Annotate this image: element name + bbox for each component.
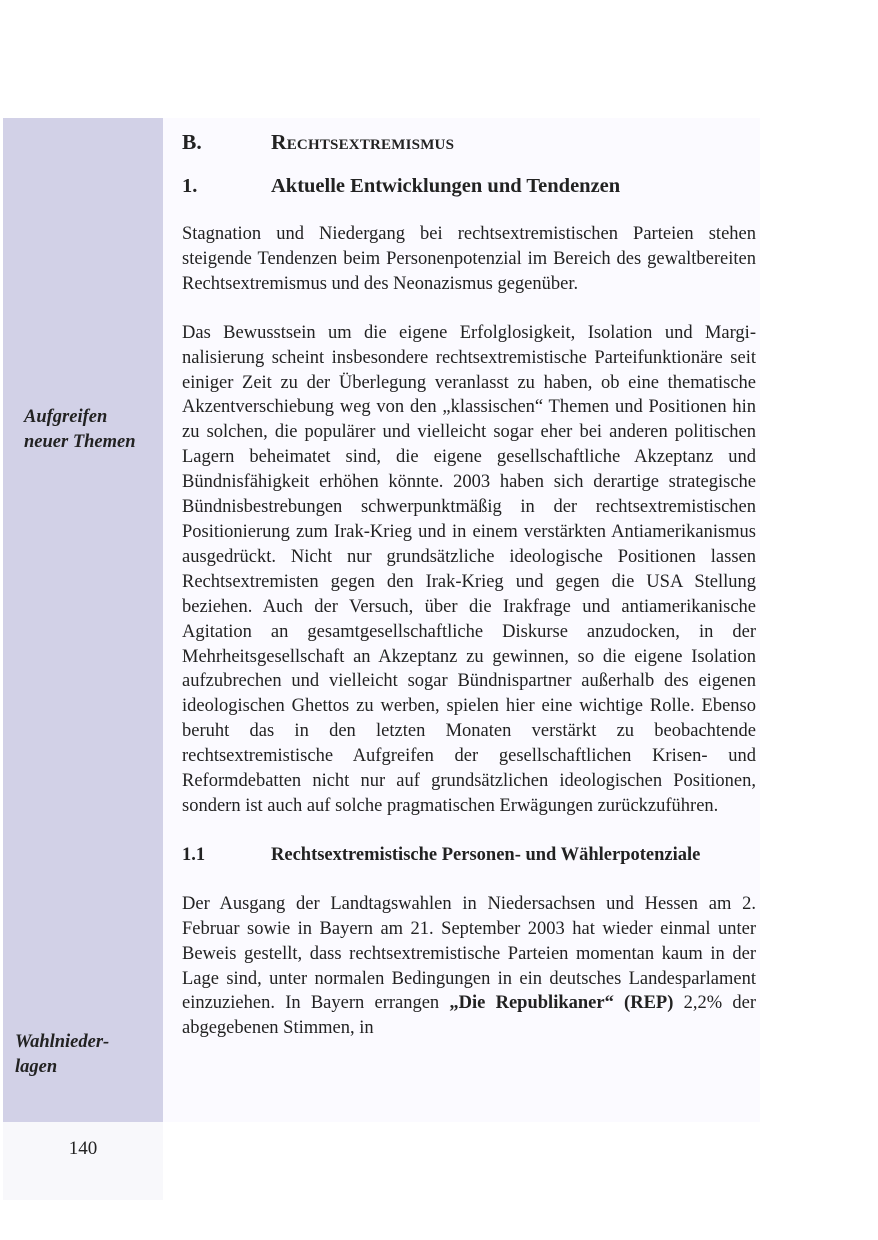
section-heading: [182, 128, 756, 160]
margin-note-line: neuer Themen: [24, 432, 136, 452]
subsubsection-heading: [182, 843, 756, 868]
paragraph-intro: Stagnation und Niedergang bei rechtsextremistischen Parteien stehen steigende Tendenzen beim Personenpotenzial im Bereich des gewaltbereiten Rechtsextremismus und des Neonazismus gegenüber.: [182, 224, 756, 294]
page-number: 140: [68, 1138, 98, 1159]
subsection-number: 1.: [182, 175, 198, 197]
margin-note-wahlniederlagen: [15, 1030, 109, 1080]
paragraph-wahlen-text: Der Ausgang der Landtagswahlen in Niedersachsen und Hessen am 2. Februar sowie in Bayern am 21. September 2003 hat wieder einmal unter Beweis gestellt, dass rechtsextremistische Parteien momentan kaum in der Lage sind, unter normalen Bedingungen in ein deutsches Landesparlament einzuziehen. In Bayern errangen: [182, 893, 756, 1014]
margin-sidebar: [3, 118, 163, 1122]
margin-note-aufgreifen: [24, 405, 136, 455]
subsubsection-title: Rechtsextremistische Personen- und Wählerpotenziale: [271, 844, 701, 865]
margin-note-line: Wahlnieder-: [15, 1032, 110, 1052]
paragraph-themen: Das Bewusstsein um die eigene Erfolglosigkeit, Isolation und Marginalisierung scheint insbesondere rechtsextremistische Parteifunktionäre seit einiger Zeit zu der Überlegung veranlasst zu haben, ob eine thematische Akzentverschiebung weg von den „klassischen“ Themen und Positionen hin zu solchen, die populärer und vielleicht sogar eher bei anderen politischen Lagern beheimatet sind, die eigene gesellschaftliche Akzeptanz und Bündnisfähigkeit erhöhen könnte. 2003 haben sich derartige strategische Bündnisbestrebungen schwerpunktmäßig in der rechtsextremistischen Positionierung zum Irak-Krieg und in einem verstärkten Antiamerikanismus ausgedrückt. Nicht nur grundsätzliche ideologische Positionen lassen Rechtsextremisten gegen den Irak-Krieg und gegen die USA Stellung beziehen. Auch der Versuch, über die Irakfrage und antiamerikanische Agitation an gesamtgesellschaftliche Diskurse anzudocken, in der Mehrheitsgesellschaft an Akzeptanz zu gewinnen, so die eigene Isolation aufzubrechen und vielleicht sogar Bündnispartner außerhalb des eigenen ideologischen Ghettos zu werben, spielen hier eine wichtige Rolle. Ebenso beruht das in den letzten Monaten verstärkt zu beobachtende rechtsextremistische Aufgreifen der gesellschaftlichen Krisen- und Reformdebatten nicht nur auf grundsätzlichen ideologischen Positionen, sondern ist auch auf solche pragmatischen Erwägungen zurückzuführen.: [182, 322, 756, 816]
paragraph-wahlen-text-end: 2,2% der abgegebenen Stimmen, in: [182, 993, 757, 1039]
subsection-heading: [182, 172, 756, 200]
margin-note-line: Aufgreifen: [24, 407, 108, 427]
margin-note-line: lagen: [15, 1057, 58, 1077]
party-name: „Die Republikaner“ (REP): [449, 993, 674, 1014]
subsubsection-number: 1.1: [182, 844, 206, 865]
section-title: Rechtsextremismus: [271, 130, 455, 154]
footer-box: [3, 1122, 163, 1200]
section-number: B.: [182, 130, 202, 154]
subsection-title: Aktuelle Entwicklungen und Tendenzen: [271, 175, 621, 197]
main-content: [182, 128, 756, 1041]
paragraph-wahlen: [182, 892, 756, 1041]
